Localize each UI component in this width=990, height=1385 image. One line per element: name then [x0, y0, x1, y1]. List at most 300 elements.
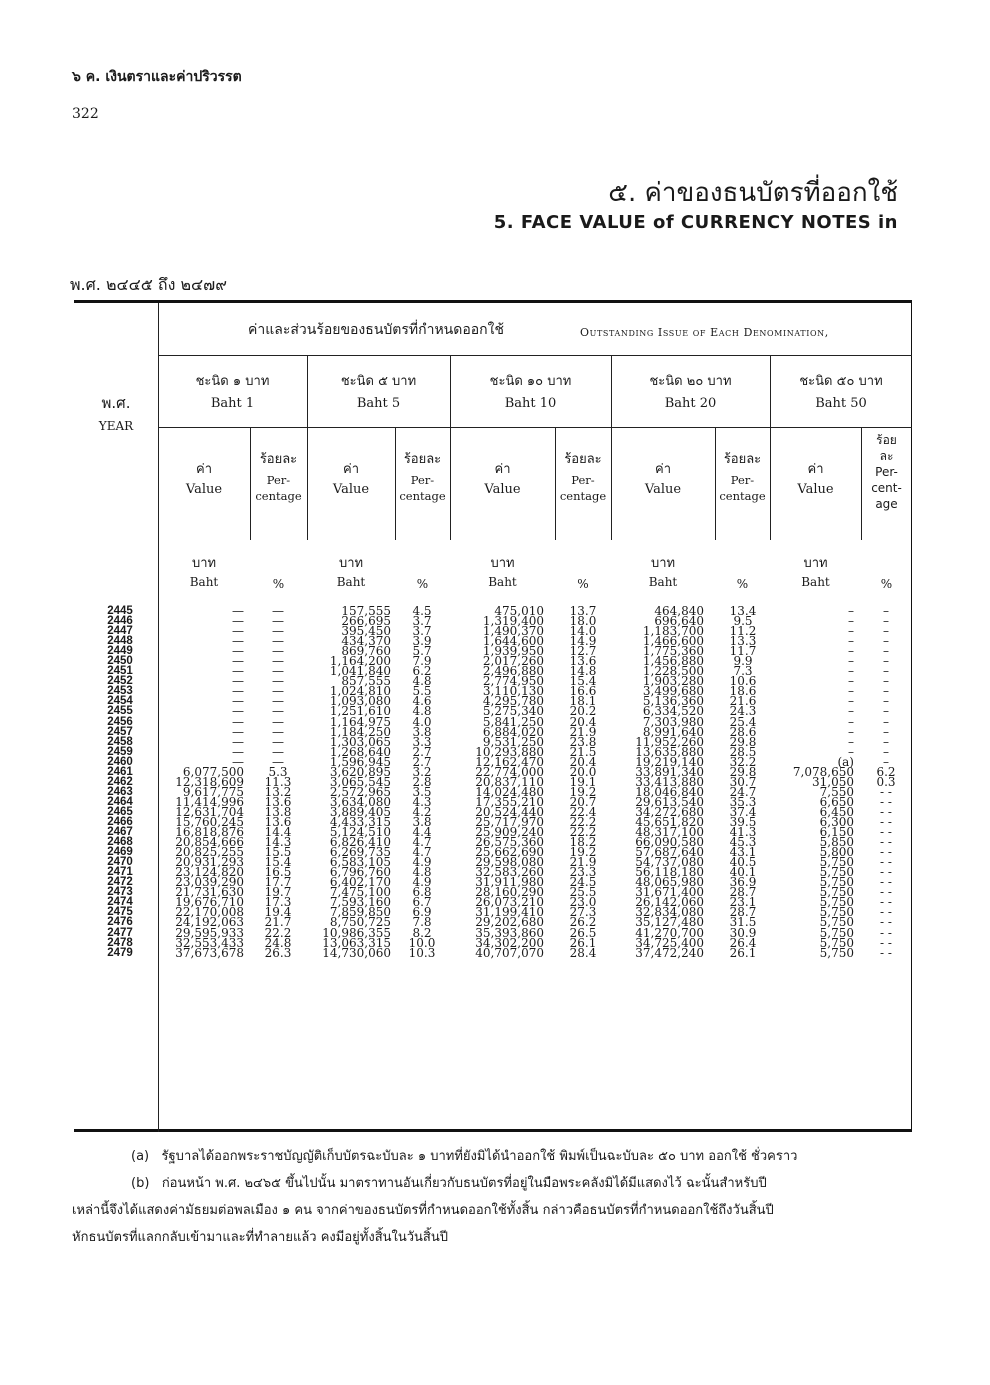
table-cell: 17,355,210	[475, 794, 544, 809]
table-cell: 4.6	[412, 694, 432, 709]
table-cell: —	[232, 684, 244, 699]
value-header-en-4: Value	[644, 482, 682, 497]
table-cell: 12,631,704	[175, 804, 244, 819]
section-heading: ๖ ค. เงินตราและค่าปริวรรต	[72, 69, 242, 85]
table-cell: 22.4	[569, 804, 597, 819]
table-cell: 35,127,480	[635, 915, 704, 930]
table-title-thai: ๕. ค่าของธนบัตรที่ออกใช้	[608, 178, 898, 208]
table-cell: 43.1	[729, 845, 757, 860]
table-cell: 20.4	[569, 714, 597, 729]
table-cell: —	[232, 644, 244, 659]
table-cell: 6,650	[819, 794, 854, 809]
table-cell: 6,826,410	[329, 835, 391, 850]
table-cell: 2453	[107, 685, 133, 698]
table-cell: 8,991,640	[642, 724, 704, 739]
table-cell: –	[848, 684, 854, 699]
table-cell: 2468	[107, 836, 133, 849]
pct-header-last: ร้อย ละ Per- cent- age	[871, 433, 902, 511]
table-cell: 3,499,680	[642, 684, 704, 699]
table-cell: 2,017,260	[482, 654, 544, 669]
table-cell: 4.8	[412, 674, 432, 689]
baht50-value-column	[770, 606, 854, 958]
table-cell: 29,598,080	[475, 855, 544, 870]
table-cell: —	[232, 744, 244, 759]
table-cell: 23.0	[569, 895, 597, 910]
table-cell: - -	[880, 915, 892, 930]
table-cell: 41.3	[729, 825, 757, 840]
table-cell: 6,300	[819, 814, 854, 829]
table-cell: 2457	[107, 725, 133, 738]
table-cell: 13.8	[264, 804, 292, 819]
table-cell: 20.2	[569, 704, 597, 719]
table-cell: 18.1	[569, 694, 597, 709]
table-cell: 37,673,678	[175, 945, 244, 960]
pct-header-en-2: Per- centage	[399, 473, 446, 503]
table-cell: 1,456,880	[642, 654, 704, 669]
table-cell: 7.8	[412, 915, 432, 930]
table-cell: 3.8	[412, 814, 432, 829]
unit-pct-2: %	[416, 577, 429, 591]
footnote-a	[131, 1147, 931, 1167]
table-cell: 13.2	[264, 784, 292, 799]
table-cell: —	[272, 644, 284, 659]
table-cell: 3.7	[412, 624, 432, 639]
table-cell: 10.3	[408, 945, 436, 960]
table-cell: 5,750	[819, 935, 854, 950]
table-cell: 2447	[107, 625, 133, 638]
table-cell: 25,909,240	[475, 825, 544, 840]
pct-header-thai-4: ร้อยละ	[723, 452, 762, 467]
table-cell: (a)	[837, 754, 854, 769]
table-cell: - -	[880, 825, 892, 840]
table-cell: 13.7	[569, 604, 597, 618]
denom-50-en: Baht 50	[815, 396, 867, 411]
table-cell: 31,050	[812, 774, 854, 789]
table-cell: 857,555	[341, 674, 391, 689]
table-cell: 21.6	[729, 694, 757, 709]
table-cell: 2470	[107, 856, 133, 869]
table-cell: –	[883, 754, 889, 769]
denom-5-thai: ชะนิด ๕ บาท	[340, 374, 417, 389]
table-cell: 2448	[107, 635, 133, 648]
table-cell: 28.6	[729, 724, 757, 739]
value-header-thai-5: ค่า	[807, 462, 824, 477]
value-header-thai-3: ค่า	[494, 462, 511, 477]
table-cell: 21.9	[569, 724, 597, 739]
table-cell: –	[848, 644, 854, 659]
table-cell: 4.9	[412, 855, 432, 870]
table-cell: 22,774,000	[475, 764, 544, 779]
baht5-pct-column	[397, 606, 447, 958]
table-cell: —	[232, 604, 244, 618]
table-cell: 12,162,470	[475, 754, 544, 769]
table-cell: - -	[880, 925, 892, 940]
table-cell: 696,640	[654, 614, 704, 629]
table-cell: 2,572,965	[329, 784, 391, 799]
table-cell: 8.2	[412, 925, 432, 940]
table-cell: 39.5	[729, 814, 757, 829]
table-cell: 11.3	[264, 774, 292, 789]
pct-header-en-1: Per- centage	[255, 473, 302, 503]
table-cell: 16,818,876	[175, 825, 244, 840]
table-cell: 2452	[107, 675, 133, 688]
table-cell: —	[232, 624, 244, 639]
table-cell: 2.7	[412, 754, 432, 769]
table-cell: 2460	[107, 755, 133, 768]
pct-header-thai-2: ร้อยละ	[403, 452, 442, 467]
table-cell: 6.7	[412, 895, 432, 910]
denom-20-thai: ชะนิด ๒๐ บาท	[649, 374, 732, 389]
table-cell: 19.7	[264, 885, 292, 900]
table-cell: 4.5	[412, 604, 432, 618]
table-cell: 2466	[107, 815, 133, 828]
table-cell: –	[883, 644, 889, 659]
table-cell: 56,118,180	[635, 865, 704, 880]
period-label: พ.ศ. ๒๔๔๕ ถึง ๒๔๗๙	[70, 275, 227, 294]
footnote-a-text: รัฐบาลได้ออกพระราชบัญญัติเก็บบัตรฉะบับละ ๑ บาทที่ยังมิได้นำออกใช้ พิมพ์เป็นฉะบับละ ๕๐ บาท ออกใช้ ชั่วคราว	[161, 1149, 798, 1164]
unit-pct-3: %	[577, 577, 589, 591]
table-cell: 13.4	[729, 604, 757, 618]
table-cell: 5,275,340	[482, 704, 544, 719]
table-cell: 32,553,433	[175, 935, 244, 950]
table-cell: 4.2	[412, 804, 432, 819]
table-cell: 9.9	[733, 654, 753, 669]
unit-en-1: Baht	[189, 575, 219, 589]
table-cell: 5,841,250	[482, 714, 544, 729]
table-cell: 26.2	[569, 915, 597, 930]
table-cell: 20.4	[569, 754, 597, 769]
table-cell: 4,433,315	[329, 814, 391, 829]
table-cell: 21.7	[264, 915, 292, 930]
table-cell: 1,268,640	[329, 744, 391, 759]
table-cell: 6,796,760	[329, 865, 391, 880]
table-cell: 17.7	[264, 875, 292, 890]
table-cell: 26.3	[264, 945, 292, 960]
table-cell: 36.9	[729, 875, 757, 890]
table-cell: –	[848, 724, 854, 739]
table-cell: 15.4	[569, 674, 597, 689]
table-cell: 1,228,500	[642, 664, 704, 679]
table-cell: 35.3	[729, 794, 757, 809]
table-cell: 7,550	[819, 784, 854, 799]
table-cell: —	[272, 614, 284, 629]
table-cell: 33,891,340	[635, 764, 704, 779]
table-cell: 28.7	[729, 885, 757, 900]
value-header-thai-2: ค่า	[343, 462, 359, 477]
table-cell: 5,800	[819, 845, 854, 860]
pct-header-thai-1: ร้อยละ	[259, 452, 298, 467]
table-cell: 31,671,400	[635, 885, 704, 900]
table-cell: 24.8	[264, 935, 292, 950]
table-cell: –	[848, 734, 854, 749]
divider-group	[158, 355, 912, 356]
table-cell: 1,939,950	[482, 644, 544, 659]
table-cell: 5,750	[819, 905, 854, 920]
table-cell: 29,595,933	[175, 925, 244, 940]
table-cell: 6,450	[819, 804, 854, 819]
table-cell: —	[232, 714, 244, 729]
denom-20-en: Baht 20	[664, 396, 717, 411]
table-cell: 18,046,840	[635, 784, 704, 799]
table-cell: 41,270,700	[635, 925, 704, 940]
table-cell: 19.2	[569, 784, 597, 799]
table-cell: 464,840	[654, 604, 704, 618]
table-cell: 5.5	[412, 684, 432, 699]
table-cell: 30.9	[729, 925, 757, 940]
table-cell: - -	[880, 935, 892, 950]
table-cell: 14.9	[569, 634, 597, 649]
table-cell: 1,251,610	[329, 704, 391, 719]
table-cell: 869,760	[341, 644, 391, 659]
table-cell: 32,583,260	[475, 865, 544, 880]
table-cell: 23,039,290	[175, 875, 244, 890]
table-cell: –	[883, 634, 889, 649]
table-cell: 54,737,080	[635, 855, 704, 870]
table-cell: 16.5	[264, 865, 292, 880]
table-cell: 30.7	[729, 774, 757, 789]
table-cell: 12,318,609	[175, 774, 244, 789]
table-cell: 1,093,080	[329, 694, 391, 709]
denom-1-en: Baht 1	[210, 396, 255, 411]
table-cell: 14,024,480	[475, 784, 544, 799]
table-cell: 475,010	[494, 604, 544, 618]
table-cell: 2472	[107, 876, 133, 889]
table-cell: 14.0	[569, 624, 597, 639]
table-cell: 31,199,410	[475, 905, 544, 920]
table-cell: 34,302,200	[475, 935, 544, 950]
table-cell: 4.3	[412, 794, 432, 809]
table-cell: –	[848, 614, 854, 629]
value-header-en-5: Value	[797, 482, 834, 497]
table-cell: 266,695	[341, 614, 391, 629]
table-cell: 2479	[107, 946, 133, 959]
table-cell: 66,090,580	[635, 835, 704, 850]
table-cell: - -	[880, 845, 892, 860]
table-cell: 5,750	[819, 895, 854, 910]
table-cell: - -	[880, 835, 892, 850]
table-cell: 1,775,360	[642, 644, 704, 659]
table-cell: 23.3	[569, 865, 597, 880]
table-cell: 2463	[107, 785, 133, 798]
table-cell: 14,730,060	[322, 945, 391, 960]
table-cell: —	[272, 604, 284, 618]
table-cell: —	[272, 664, 284, 679]
table-cell: 4.4	[412, 825, 432, 840]
pct-header-en-4: Per- centage	[719, 473, 766, 503]
baht1-value-column	[158, 606, 244, 958]
value-header-en-1: Value	[185, 482, 223, 497]
table-cell: 2445	[107, 605, 133, 617]
table-cell: 2451	[107, 665, 133, 678]
table-cell: 13.6	[569, 654, 597, 669]
table-cell: 1,466,600	[642, 634, 704, 649]
table-cell: - -	[880, 905, 892, 920]
table-cell: 31.5	[729, 915, 757, 930]
table-cell: 13.3	[729, 634, 757, 649]
table-cell: - -	[880, 804, 892, 819]
table-cell: 1,319,400	[482, 614, 544, 629]
table-cell: 25.4	[729, 714, 757, 729]
table-cell: 1,644,600	[482, 634, 544, 649]
table-cell: 45,651,820	[635, 814, 704, 829]
table-cell: —	[232, 704, 244, 719]
table-cell: 3.3	[412, 734, 432, 749]
table-cell: 14.4	[264, 825, 292, 840]
table-cell: 3,889,405	[329, 804, 391, 819]
table-cell: 13.6	[264, 814, 292, 829]
table-cell: 2474	[107, 896, 133, 909]
table-cell: 15.5	[264, 845, 292, 860]
table-cell: –	[883, 734, 889, 749]
table-cell: 13.6	[264, 794, 292, 809]
table-cell: 20,854,666	[175, 835, 244, 850]
baht1-pct-column	[252, 606, 304, 958]
footnote-b-text1: ก่อนหน้า พ.ศ. ๒๔๖๕ ขึ้นไปนั้น มาตราทานอันเกี่ยวกับธนบัตรที่อยู่ในมือพระคลังมิได้มีแสดงไว้ ฉะนั้นสำหรับปี	[161, 1176, 767, 1191]
table-cell: 26.4	[729, 935, 757, 950]
footnote-b-text3: หักธนบัตรที่แลกกลับเข้ามาและที่ทำลายแล้ว คงมีอยู่ทั้งสิ้นในวันสิ้นปี	[72, 1230, 449, 1245]
table-cell: 16.6	[569, 684, 597, 699]
table-cell: 29.8	[729, 734, 757, 749]
table-cell: —	[232, 674, 244, 689]
table-cell: 2,774,950	[482, 674, 544, 689]
table-cell: 20,524,440	[475, 804, 544, 819]
table-cell: 5,750	[819, 925, 854, 940]
table-cell: 157,555	[341, 604, 391, 618]
table-cell: 4,295,780	[482, 694, 544, 709]
table-cell: 395,450	[341, 624, 391, 639]
table-cell: 3.5	[412, 784, 432, 799]
table-cell: 29,202,680	[475, 915, 544, 930]
table-cell: —	[232, 734, 244, 749]
table-cell: 8,750,725	[329, 915, 391, 930]
table-cell: 11.7	[729, 644, 757, 659]
footnote-a-mark: (a)	[131, 1149, 150, 1164]
table-cell: 6.2	[876, 764, 896, 779]
table-cell: 20.7	[569, 794, 597, 809]
table-cell: 10,986,355	[322, 925, 391, 940]
table-cell: - -	[880, 855, 892, 870]
table-cell: 7.3	[733, 664, 753, 679]
table-cell: 1,490,370	[482, 624, 544, 639]
table-cell: 20.0	[569, 764, 597, 779]
baht10-value-column	[452, 606, 544, 958]
unit-thai-2: บาท	[338, 556, 364, 571]
table-cell: 11,414,996	[175, 794, 244, 809]
table-cell: –	[883, 714, 889, 729]
divider-subhead	[158, 427, 912, 428]
table-cell: 2456	[107, 715, 133, 728]
table-cell: 5,750	[819, 945, 854, 960]
table-cell: —	[272, 624, 284, 639]
table-cell: —	[232, 754, 244, 769]
table-cell: 434,370	[341, 634, 391, 649]
table-cell: 2,496,880	[482, 664, 544, 679]
table-cell: 22,170,008	[175, 905, 244, 920]
table-cell: 5.3	[268, 764, 288, 779]
table-cell: 21.9	[569, 855, 597, 870]
table-cell: - -	[880, 885, 892, 900]
table-cell: 10.6	[729, 674, 757, 689]
table-cell: - -	[880, 945, 892, 960]
table-cell: —	[272, 654, 284, 669]
table-cell: - -	[880, 814, 892, 829]
table-cell: 2475	[107, 906, 133, 919]
table-cell: 1,164,200	[329, 654, 391, 669]
table-cell: 3.2	[412, 764, 432, 779]
table-cell: –	[848, 654, 854, 669]
unit-en-3: Baht	[488, 575, 517, 589]
table-cell: 2465	[107, 805, 133, 818]
table-cell: 2467	[107, 826, 133, 839]
table-cell: 28.4	[569, 945, 597, 960]
table-cell: 19.4	[264, 905, 292, 920]
table-cell: –	[848, 634, 854, 649]
table-cell: 25,662,690	[475, 845, 544, 860]
value-header-en-3: Value	[484, 482, 521, 497]
table-cell: 2476	[107, 916, 133, 929]
table-cell: 48,065,980	[635, 875, 704, 890]
table-cell: 2464	[107, 795, 133, 808]
table-cell: 18.2	[569, 835, 597, 850]
table-cell: 45.3	[729, 835, 757, 850]
table-cell: –	[883, 604, 889, 618]
table-cell: 6,583,105	[329, 855, 391, 870]
unit-en-4: Baht	[648, 575, 678, 589]
table-cell: 5,124,510	[329, 825, 391, 840]
table-title-english: 5. FACE VALUE of CURRENCY NOTES in	[493, 212, 898, 233]
table-cell: 6,884,020	[482, 724, 544, 739]
table-cell: 0.3	[876, 774, 896, 789]
pct-header-en-3: Per- centage	[559, 473, 607, 503]
table-cell: 1,903,280	[642, 674, 704, 689]
table-cell: 24.3	[729, 704, 757, 719]
table-cell: 10,293,880	[475, 744, 544, 759]
table-cell: 37,472,240	[635, 945, 704, 960]
pct-header-thai-3: ร้อยละ	[564, 452, 602, 467]
baht20-value-column	[612, 606, 704, 958]
group-header-thai: ค่าและส่วนร้อยของธนบัตรที่กำหนดออกใช้	[248, 322, 504, 338]
table-cell: 40.5	[729, 855, 757, 870]
table-cell: 2461	[107, 765, 133, 778]
table-cell: —	[272, 754, 284, 769]
page-number: 322	[72, 106, 99, 122]
table-cell: 34,725,400	[635, 935, 704, 950]
table-cell: 25.5	[569, 885, 597, 900]
unit-thai-4: บาท	[650, 556, 676, 571]
table-cell: 9,531,250	[482, 734, 544, 749]
table-cell: 1,041,840	[329, 664, 391, 679]
table-cell: 40.1	[729, 865, 757, 880]
table-cell: 2.7	[412, 744, 432, 759]
table-cell: 3,620,895	[329, 764, 391, 779]
table-cell: 1,024,810	[329, 684, 391, 699]
table-cell: 5,750	[819, 865, 854, 880]
table-cell: 13,063,315	[322, 935, 391, 950]
table-cell: 20,837,110	[475, 774, 544, 789]
table-cell: 40,707,070	[475, 945, 544, 960]
table-cell: 4.0	[412, 714, 432, 729]
table-cell: 6,150	[819, 825, 854, 840]
table-cell: 19,676,710	[175, 895, 244, 910]
denom-50-thai: ชะนิด ๕๐ บาท	[799, 374, 883, 389]
baht50-pct-column	[862, 606, 910, 958]
table-cell: - -	[880, 794, 892, 809]
table-cell: 31,911,980	[475, 875, 544, 890]
table-cell: 18.0	[569, 614, 597, 629]
unit-thai-3: บาท	[490, 556, 515, 571]
table-cell: 25,717,970	[475, 814, 544, 829]
table-cell: –	[848, 744, 854, 759]
